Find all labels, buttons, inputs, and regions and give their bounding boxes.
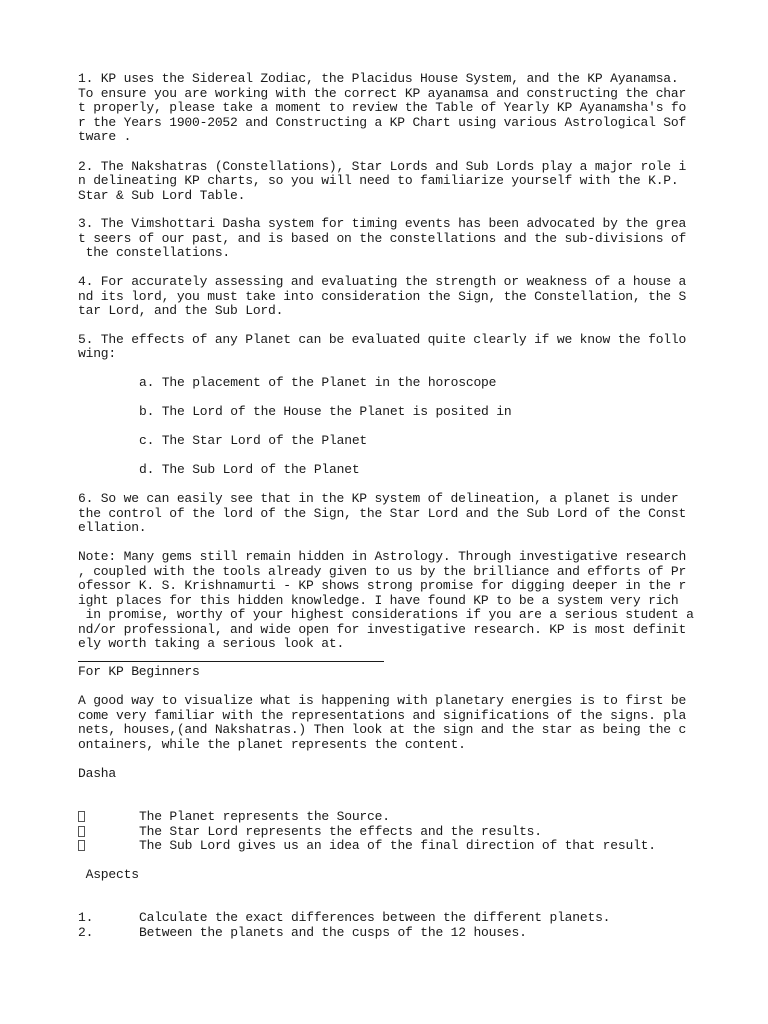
- p6-line: ellation.: [78, 520, 147, 535]
- p5-line: wing:: [78, 346, 117, 361]
- p1-line: t properly, please take a moment to review the Table of Yearly KP Ayanamsha's fo: [78, 100, 687, 115]
- dasha-item: The Planet represents the Source.: [139, 809, 390, 824]
- p4-line: nd its lord, you must take into consideration the Sign, the Constellation, the S: [78, 289, 687, 304]
- p1-line: tware .: [78, 129, 132, 144]
- list-item: a. The placement of the Planet in the horoscope: [139, 375, 497, 390]
- p3-line: 3. The Vimshottari Dasha system for timing events has been advocated by the grea: [78, 216, 687, 231]
- aspect-number: 2.: [78, 925, 94, 940]
- list-item: b. The Lord of the House the Planet is posited in: [139, 404, 512, 419]
- note-line: ely worth taking a serious look at.: [78, 636, 345, 651]
- dasha-item: The Sub Lord gives us an idea of the final direction of that result.: [139, 838, 656, 853]
- note-line: ofessor K. S. Krishnamurti - KP shows strong promise for digging deeper in the r: [78, 578, 687, 593]
- section-heading: Aspects: [78, 867, 139, 882]
- missing-glyph-icon: [78, 811, 85, 822]
- beginners-line: come very familiar with the representations and significations of the signs. pla: [78, 708, 687, 723]
- aspect-item: Between the planets and the cusps of the 12 houses.: [139, 925, 527, 940]
- beginners-line: nets, houses,(and Nakshatras.) Then look at the sign and the star as being the c: [78, 722, 687, 737]
- p1-line: r the Years 1900-2052 and Constructing a KP Chart using various Astrological Sof: [78, 115, 687, 130]
- beginners-line: A good way to visualize what is happening with planetary energies is to first be: [78, 693, 687, 708]
- missing-glyph-icon: [78, 840, 85, 851]
- note-line: Note: Many gems still remain hidden in Astrology. Through investigative research: [78, 549, 687, 564]
- p6-line: the control of the lord of the Sign, the Star Lord and the Sub Lord of the Const: [78, 506, 687, 521]
- p1-line: To ensure you are working with the correct KP ayanamsa and constructing the char: [78, 86, 687, 101]
- p1-line: 1. KP uses the Sidereal Zodiac, the Placidus House System, and the KP Ayanamsa.: [78, 71, 679, 86]
- list-item: c. The Star Lord of the Planet: [139, 433, 368, 448]
- p4-line: 4. For accurately assessing and evaluating the strength or weakness of a house a: [78, 274, 687, 289]
- p3-line: the constellations.: [78, 245, 231, 260]
- p2-line: n delineating KP charts, so you will need to familiarize yourself with the K.P.: [78, 173, 679, 188]
- note-line: in promise, worthy of your highest considerations if you are a serious student a: [78, 607, 694, 622]
- missing-glyph-icon: [78, 826, 85, 837]
- p2-line: 2. The Nakshatras (Constellations), Star Lords and Sub Lords play a major role i: [78, 159, 687, 174]
- horizontal-rule: [78, 661, 384, 662]
- note-line: nd/or professional, and wide open for investigative research. KP is most definit: [78, 622, 687, 637]
- list-item: d. The Sub Lord of the Planet: [139, 462, 360, 477]
- p4-line: tar Lord, and the Sub Lord.: [78, 303, 284, 318]
- aspect-item: Calculate the exact differences between the different planets.: [139, 910, 611, 925]
- dasha-item: The Star Lord represents the effects and the results.: [139, 824, 542, 839]
- p3-line: t seers of our past, and is based on the constellations and the sub-divisions of: [78, 231, 687, 246]
- note-line: ight places for this hidden knowledge. I have found KP to be a system very rich: [78, 593, 679, 608]
- beginners-line: ontainers, while the planet represents the content.: [78, 737, 466, 752]
- p6-line: 6. So we can easily see that in the KP system of delineation, a planet is under: [78, 491, 679, 506]
- section-heading: Dasha: [78, 766, 117, 781]
- note-line: , coupled with the tools already given to us by the brilliance and efforts of Pr: [78, 564, 687, 579]
- section-heading: For KP Beginners: [78, 664, 200, 679]
- p5-line: 5. The effects of any Planet can be evaluated quite clearly if we know the follo: [78, 332, 687, 347]
- aspect-number: 1.: [78, 910, 94, 925]
- p2-line: Star & Sub Lord Table.: [78, 188, 246, 203]
